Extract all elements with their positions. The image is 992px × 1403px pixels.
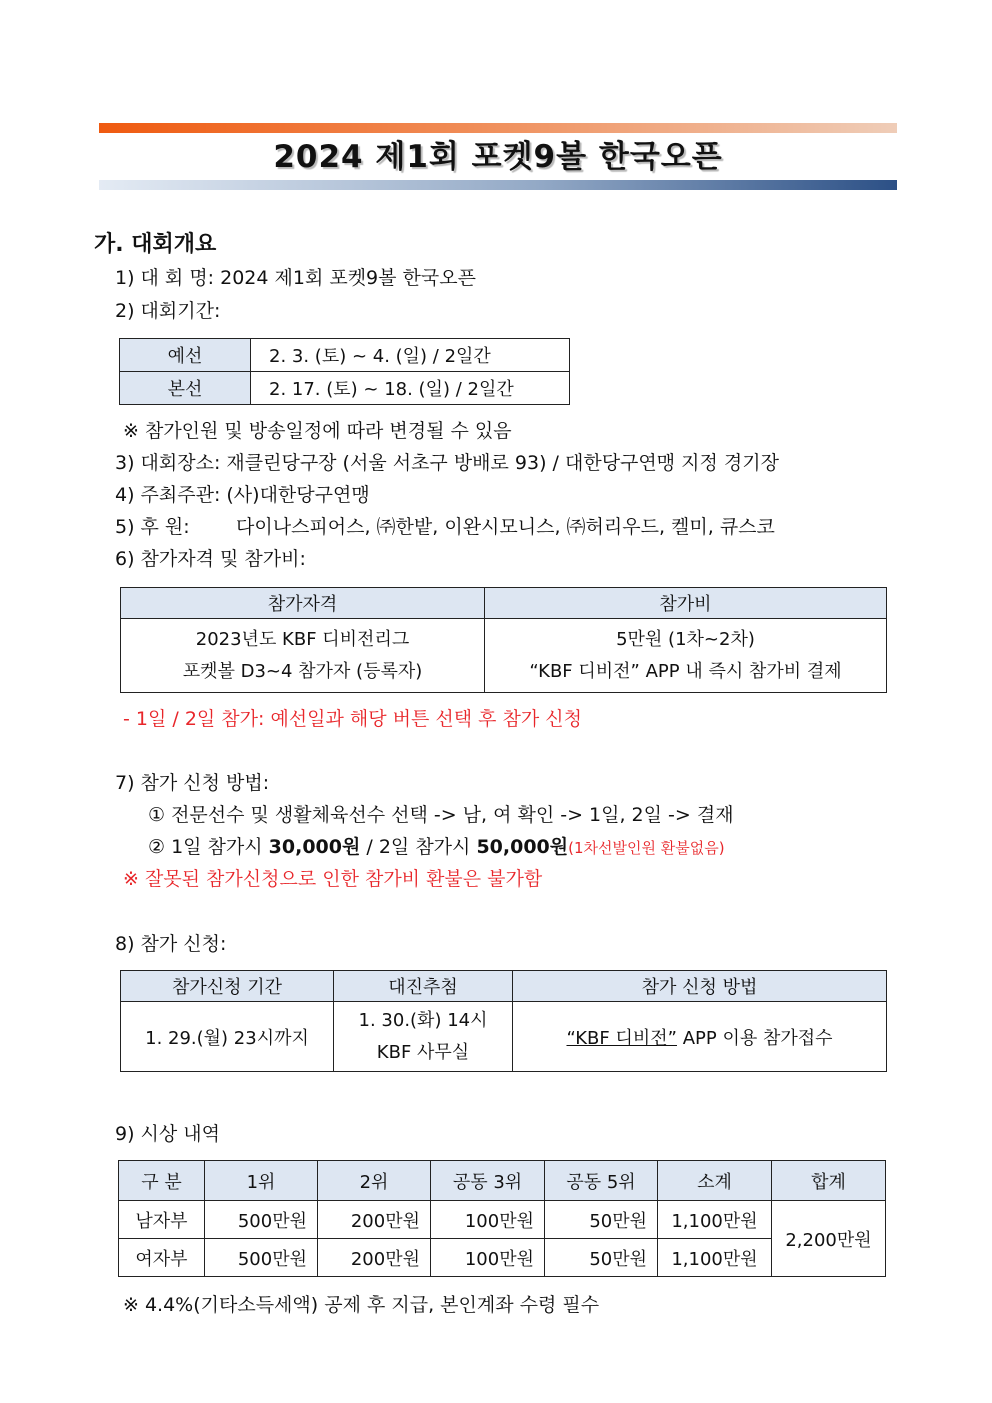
apply-period: 1. 29.(월) 23시까지 <box>121 1002 334 1072</box>
step2-text: ② 1일 참가시 <box>148 836 263 858</box>
refund-warning: ※ 잘못된 참가신청으로 인한 참가비 환불은 불가함 <box>123 868 543 890</box>
draw-line: KBF 사무실 <box>376 1041 470 1063</box>
division-label: 남자부 <box>119 1201 205 1239</box>
prize-subtotal: 1,100만원 <box>658 1239 772 1277</box>
item-event-name: 1) 대 회 명: 2024 제1회 포켓9볼 한국오픈 <box>115 267 476 289</box>
draw-cell <box>334 1002 513 1072</box>
eligibility-line: 포켓볼 D3~4 참가자 (등록자) <box>182 660 423 682</box>
title-top-bar <box>99 123 897 133</box>
schedule-label: 본선 <box>120 372 251 405</box>
prize-2nd: 200만원 <box>318 1239 431 1277</box>
item-period: 2) 대회기간: <box>115 300 221 322</box>
column-header: 참가신청 기간 <box>121 971 334 1002</box>
column-header: 공동 3위 <box>431 1161 545 1201</box>
table-row <box>119 1201 886 1239</box>
table-row <box>119 1239 886 1277</box>
fee-line: 5만원 (1차~2차) <box>616 628 755 650</box>
item-host: 4) 주최주관: (사)대한당구연맹 <box>115 484 370 506</box>
column-header: 합계 <box>772 1161 886 1201</box>
fee-line: “KBF 디비전” APP 내 즉시 참가비 결제 <box>529 660 842 682</box>
page-title: 2024 제1회 포켓9볼 한국오픈 <box>273 139 723 175</box>
apply-method-text: APP 이용 참가접수 <box>682 1027 833 1049</box>
item-sponsor-value: 다이나스피어스, ㈜한밭, 이완시모니스, ㈜허리우드, 켈미, 큐스코 <box>236 516 775 538</box>
item-sponsor-label: 5) 후 원: <box>115 516 190 538</box>
item-apply-method: 7) 참가 신청 방법: <box>115 772 270 794</box>
schedule-note: ※ 참가인원 및 방송일정에 따라 변경될 수 있음 <box>123 420 512 442</box>
item-venue: 3) 대회장소: 재클린당구장 (서울 서초구 방배로 93) / 대한당구연맹 지정 경기장 <box>115 452 779 474</box>
column-header: 구 분 <box>119 1161 205 1201</box>
table-header-row <box>121 588 887 619</box>
table-row <box>121 619 887 693</box>
title-bottom-bar <box>99 180 897 190</box>
schedule-table <box>119 338 570 405</box>
column-header: 2위 <box>318 1161 431 1201</box>
column-header: 참가자격 <box>121 588 485 619</box>
prize-table <box>118 1160 886 1277</box>
prize-5th: 50만원 <box>545 1201 658 1239</box>
prize-total: 2,200만원 <box>772 1201 886 1277</box>
eligibility-table <box>120 587 887 693</box>
participation-note: - 1일 / 2일 참가: 예선일과 해당 버튼 선택 후 참가 신청 <box>123 708 582 730</box>
column-header: 소계 <box>658 1161 772 1201</box>
schedule-label: 예선 <box>120 339 251 372</box>
schedule-value: 2. 3. (토) ~ 4. (일) / 2일간 <box>251 339 570 372</box>
prize-1st: 500만원 <box>205 1239 318 1277</box>
column-header: 1위 <box>205 1161 318 1201</box>
tax-note: ※ 4.4%(기타소득세액) 공제 후 지급, 본인계좌 수령 필수 <box>123 1294 600 1316</box>
apply-step-1: ① 전문선수 및 생활체육선수 선택 -> 남, 여 확인 -> 1일, 2일 -> 결재 <box>148 804 734 826</box>
eligibility-cell <box>121 619 485 693</box>
refund-note: (1차선발인원 환불없음) <box>568 839 725 857</box>
draw-line: 1. 30.(화) 14시 <box>358 1009 488 1031</box>
item-apply: 8) 참가 신청: <box>115 933 227 955</box>
column-header: 공동 5위 <box>545 1161 658 1201</box>
division-label: 여자부 <box>119 1239 205 1277</box>
apply-step-2 <box>148 834 725 861</box>
fee-two-day: 50,000원 <box>476 836 569 858</box>
item-prizes: 9) 시상 내역 <box>115 1123 220 1145</box>
fee-one-day: 30,000원 <box>268 836 361 858</box>
app-name-link[interactable]: “KBF 디비전” <box>566 1027 677 1049</box>
schedule-value: 2. 17. (토) ~ 18. (일) / 2일간 <box>251 372 570 405</box>
table-row <box>120 339 570 372</box>
table-row <box>120 372 570 405</box>
column-header: 대진추첨 <box>334 971 513 1002</box>
section-heading: 가. 대회개요 <box>94 232 217 257</box>
prize-3rd: 100만원 <box>431 1239 545 1277</box>
fee-cell <box>485 619 887 693</box>
step2-text: / 2일 참가시 <box>366 836 471 858</box>
table-header-row <box>119 1161 886 1201</box>
prize-5th: 50만원 <box>545 1239 658 1277</box>
prize-3rd: 100만원 <box>431 1201 545 1239</box>
item-eligibility: 6) 참가자격 및 참가비: <box>115 548 306 570</box>
table-row <box>121 1002 887 1072</box>
table-header-row <box>121 971 887 1002</box>
prize-2nd: 200만원 <box>318 1201 431 1239</box>
apply-table <box>120 970 887 1072</box>
prize-1st: 500만원 <box>205 1201 318 1239</box>
column-header: 참가비 <box>485 588 887 619</box>
column-header: 참가 신청 방법 <box>513 971 887 1002</box>
eligibility-line: 2023년도 KBF 디비전리그 <box>195 628 410 650</box>
apply-method-cell <box>513 1002 887 1072</box>
prize-subtotal: 1,100만원 <box>658 1201 772 1239</box>
